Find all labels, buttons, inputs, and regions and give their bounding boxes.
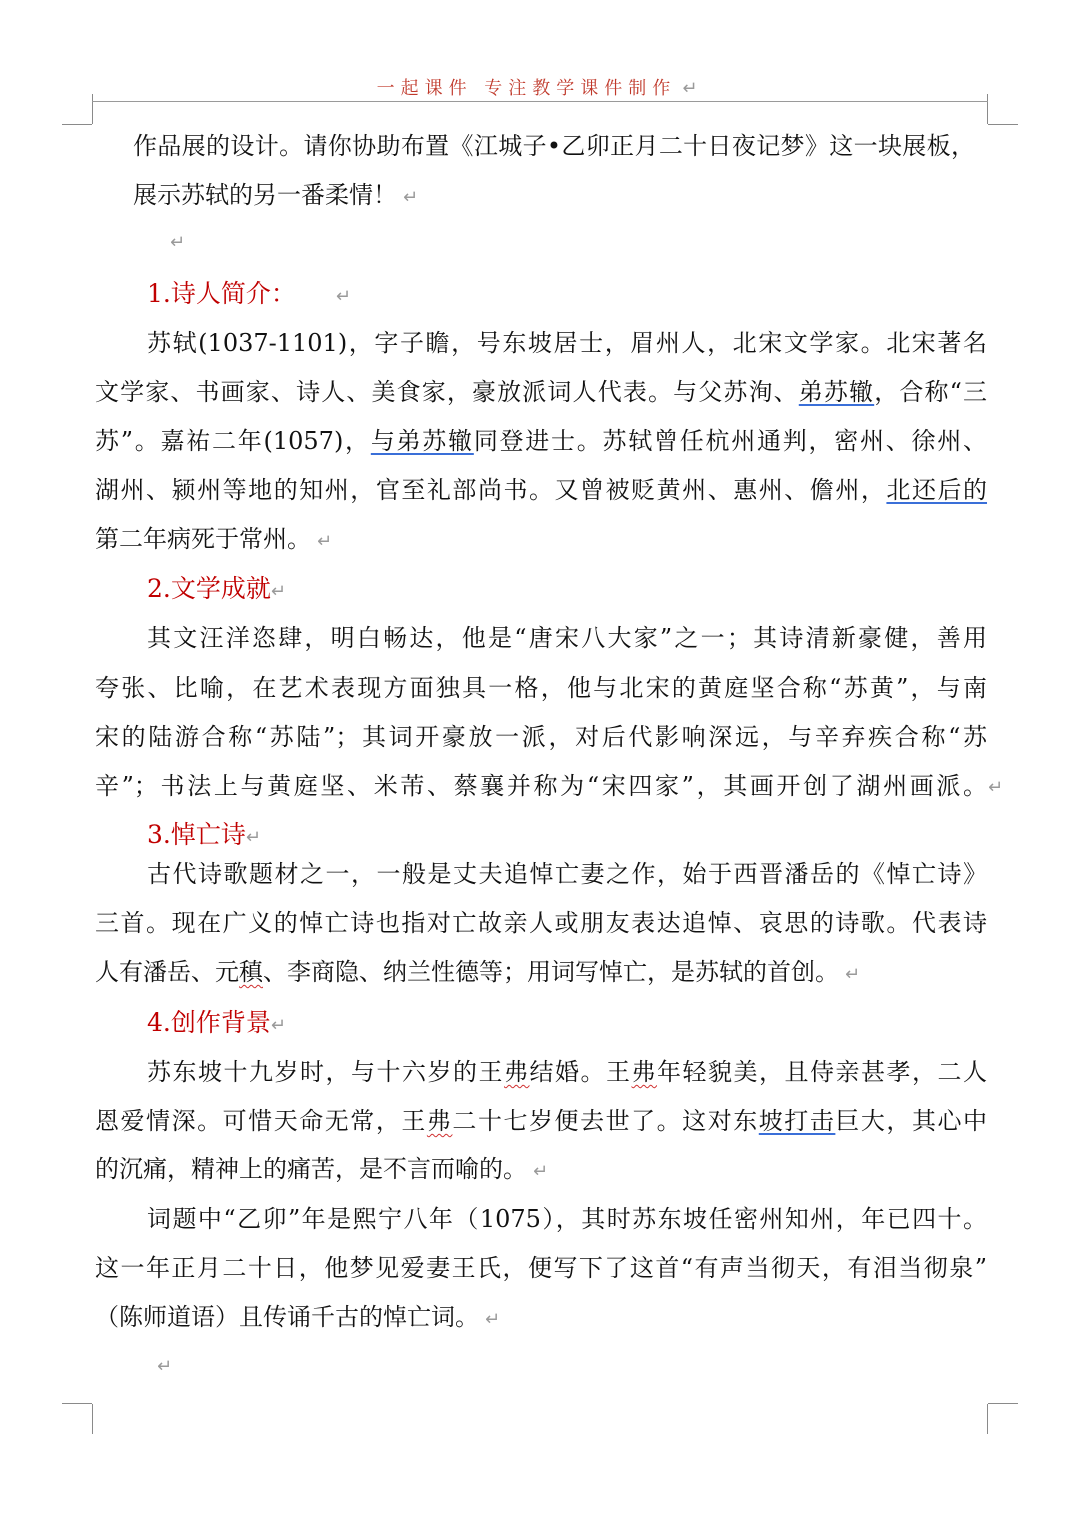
intro-line-1: 作品展的设计。请你协助布置《江城子•乙卯正月二十日夜记梦》这一块展板， [133,132,975,160]
section-2-line-4: 辛”；书法上与黄庭坚、米芾、蔡襄并称为“宋四家”，其画开创了湖州画派。 [95,772,987,800]
section-1-line-1: 苏轼(1037-1101)，字子瞻，号东坡居士，眉州人，北宋文学家。北宋著名 [147,329,987,357]
paragraph-mark: ↵ [335,286,351,307]
section-3-line-1: 古代诗歌题材之一，一般是丈夫追悼亡妻之作，始于西晋潘岳的《悼亡诗》 [147,860,987,888]
crop-mark-bottom-left-h [62,1403,92,1404]
header-rule [92,101,988,102]
section-4-line-3: 的沉痛，精神上的痛苦，是不言而喻的。 ↵ [95,1155,549,1183]
section-heading-elegy-poetry: 3.悼亡诗↵ [147,820,261,849]
section-heading-creation-background: 4.创作背景↵ [147,1008,286,1037]
section-4-line-2: 恩爱情深。可惜天命无常，王弗二十七岁便去世了。这对东坡打击巨大，其心中 [95,1107,988,1135]
section-1-line-3: 苏”。嘉祐二年(1057)，与弟苏辙同登进士。苏轼曾任杭州通判，密州、徐州、 [95,427,988,455]
paragraph-mark: ↵ [270,1015,286,1036]
paragraph-mark: ↵ [403,187,419,208]
section-1-line-4: 湖州、颍州等地的知州，官至礼部尚书。又曾被贬黄州、惠州、儋州，北还后的 [95,476,988,504]
section-1-line-5: 第二年病死于常州。 ↵ [95,525,333,553]
crop-mark-top-right-h [988,124,1018,125]
page-header-text: 一起课件 专注教学课件制作 [376,78,677,99]
crop-mark-bottom-right-v [987,1404,988,1434]
section-2-line-1: 其文汪洋恣肆，明白畅达，他是“唐宋八大家”之一；其诗清新豪健，善用 [147,624,987,652]
section-heading-poet-intro: 1.诗人简介： ↵ [147,279,351,308]
section-4-extra-line-1: 词题中“乙卯”年是熙宁八年（1075），其时苏东坡任密州知州，年已四十。 [147,1205,987,1233]
crop-mark-top-left-h [62,124,92,125]
crop-mark-bottom-left-v [92,1404,93,1434]
section-heading-literary-achievement: 2.文学成就↵ [147,574,286,603]
paragraph-mark: ↵ [485,1309,501,1330]
section-2-line-2: 夸张、比喻，在艺术表现方面独具一格，他与北宋的黄庭坚合称“苏黄”，与南 [95,674,987,702]
paragraph-mark: ↵ [533,1161,549,1182]
section-1-line-2: 文学家、书画家、诗人、美食家，豪放派词人代表。与父苏洵、弟苏辙，合称“三 [95,378,987,406]
paragraph-mark: ↵ [270,581,286,602]
page-header [0,74,1080,100]
empty-paragraph-mark: ↵ [157,1356,173,1377]
crop-mark-bottom-right-h [988,1403,1018,1404]
section-4-extra-line-2: 这一年正月二十日，他梦见爱妻王氏，便写下了这首“有声当彻天，有泪当彻泉” [95,1254,987,1282]
paragraph-mark: ↵ [682,78,704,99]
section-4-extra-line-3: （陈师道语）且传诵千古的悼亡词。 ↵ [95,1303,501,1331]
section-2-line-3: 宋的陆游合称“苏陆”；其词开豪放一派，对后代影响深远，与辛弃疾合称“苏 [95,723,987,751]
section-3-line-2: 三首。现在广义的悼亡诗也指对亡故亲人或朋友表达追悼、哀思的诗歌。代表诗 [95,909,987,937]
section-3-line-3: 人有潘岳、元稹、李商隐、纳兰性德等；用词写悼亡，是苏轼的首创。 ↵ [95,958,861,986]
empty-paragraph-mark: ↵ [170,232,186,253]
paragraph-mark: ↵ [845,964,861,985]
section-4-line-1: 苏东坡十九岁时，与十六岁的王弗结婚。王弗年轻貌美，且侍亲甚孝，二人 [147,1058,987,1086]
paragraph-mark: ↵ [317,531,333,552]
intro-line-2: 展示苏轼的另一番柔情！ ↵ [133,181,419,209]
paragraph-mark: ↵ [988,777,1004,798]
paragraph-mark: ↵ [245,827,261,848]
